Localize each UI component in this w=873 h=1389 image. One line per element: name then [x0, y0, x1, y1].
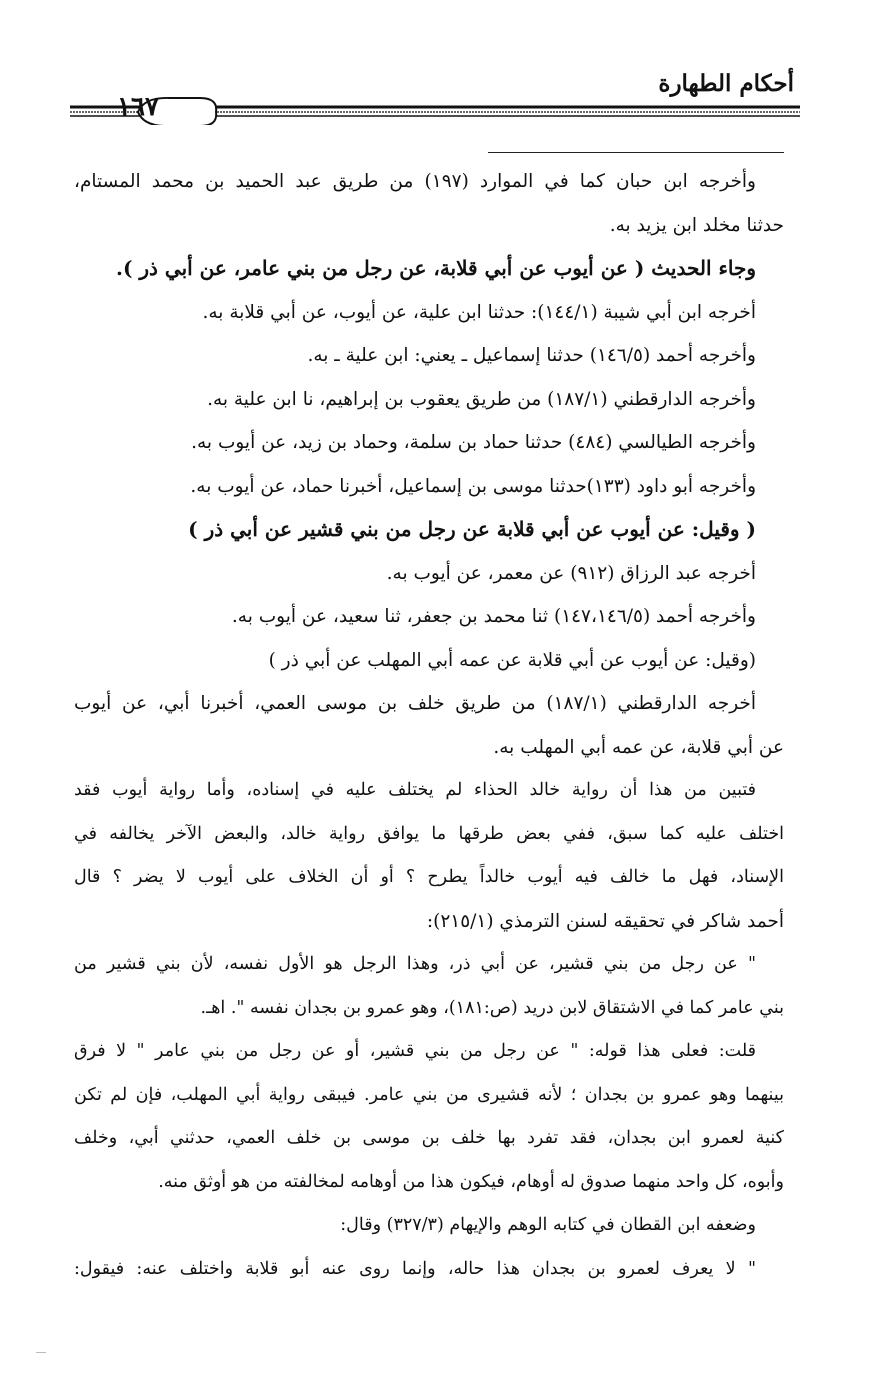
page-body: [74, 160, 784, 1291]
text-line: أخرجه عبد الرزاق (٩١٢) عن معمر، عن أيوب به.: [386, 562, 756, 584]
text-line: الإسناد، فهل ما خالف فيه أيوب خالداً يطرح ؟ أو أن الخلاف على أيوب لا يضر ؟ قال: [74, 867, 784, 887]
text-line: وأخرجه أبو داود (١٣٣)حدثنا موسى بن إسماعيل، أخبرنا حماد، عن أيوب به.: [190, 475, 756, 497]
separator-rule: [488, 152, 784, 153]
text-line: وأخرجه أحمد (١٤٧،١٤٦/٥) ثنا محمد بن جعفر، ثنا سعيد، عن أيوب به.: [231, 606, 756, 627]
text-line: أحمد شاكر في تحقيقه لسنن الترمذي (٢١٥/١):: [426, 910, 784, 932]
quote-line: " لا يعرف لعمرو بن بجدان هذا حاله، وإنما روى عنه أبو قلابة واختلف عنه: فيقول:: [74, 1258, 756, 1279]
text-line: وأخرجه أحمد (١٤٦/٥) حدثنا إسماعيل ـ يعني: ابن علية ـ به.: [307, 345, 756, 366]
section-heading: وجاء الحديث ( عن أيوب عن أبي قلابة، عن رجل من بني عامر، عن أبي ذر ).: [116, 256, 756, 280]
text-line: وأخرجه ابن حبان كما في الموارد (١٩٧) من طريق عبد الحميد بن محمد المستام،: [74, 171, 756, 192]
text-line: اختلف عليه كما سبق، ففي بعض طرقها ما يوافق رواية خالد، والبعض الآخر يخالفه في: [74, 823, 784, 844]
text-line: كنية لعمرو ابن بجدان، فقد تفرد بها خلف بن موسى بن خلف العمي، حدثني أبي، وخلف: [74, 1128, 784, 1148]
text-line: قلت: فعلى هذا قوله: " عن رجل من بني قشير، أو عن رجل من بني عامر " لا فرق: [74, 1041, 756, 1061]
text-line: عن أبي قلابة، عن عمه أبي المهلب به.: [493, 736, 784, 758]
text-line: وأبوه، كل واحد منهما صدوق له أوهام، فيكون هذا من أوهامه لمخالفته من هو أوثق منه.: [158, 1171, 784, 1192]
text-line: حدثنا مخلد ابن يزيد به.: [609, 214, 784, 236]
scan-mark: [36, 1352, 46, 1354]
text-line: وأخرجه الدارقطني (١٨٧/١) من طريق يعقوب بن إبراهيم، نا ابن علية به.: [207, 388, 756, 410]
text-line: أخرجه ابن أبي شيبة (١٤٤/١): حدثنا ابن علية، عن أيوب، عن أبي قلابة به.: [202, 301, 756, 323]
quote-line: " عن رجل من بني قشير، عن أبي ذر، وهذا الرجل هو الأول نفسه، لأن بني قشير من: [74, 954, 756, 974]
page-number: ١٦٧: [117, 92, 159, 122]
text-line: وضعفه ابن القطان في كتابه الوهم والإيهام (٣٢٧/٣) وقال:: [340, 1215, 756, 1235]
text-line: أخرجه الدارقطني (١٨٧/١) من طريق خلف بن موسى العمي، أخبرنا أبي، عن أيوب: [74, 693, 757, 714]
running-title: أحكام الطهارة: [658, 70, 794, 97]
text-line: وأخرجه الطيالسي (٤٨٤) حدثنا حماد بن سلمة، وحماد بن زيد، عن أيوب به.: [191, 432, 756, 453]
text-line: (وقيل: عن أيوب عن أبي قلابة عن عمه أبي المهلب عن أبي ذر ): [268, 649, 756, 671]
quote-line: بني عامر كما في الاشتقاق لابن دريد (ص:١٨١)، وهو عمرو بن بجدان نفسه ". اهـ.: [200, 997, 784, 1018]
text-line: فتبين من هذا أن رواية خالد الحذاء لم يختلف عليه في إسناده، وأما رواية أيوب فقد: [74, 780, 756, 800]
text-line: بينهما وهو عمرو بن بجدان ؛ لأنه قشيرى من بني عامر. فيبقى رواية أبي المهلب، فإن لم تكن: [74, 1084, 784, 1105]
section-heading: ( وقيل: عن أيوب عن أبي قلابة عن رجل من بني قشير عن أبي ذر ): [188, 517, 756, 541]
